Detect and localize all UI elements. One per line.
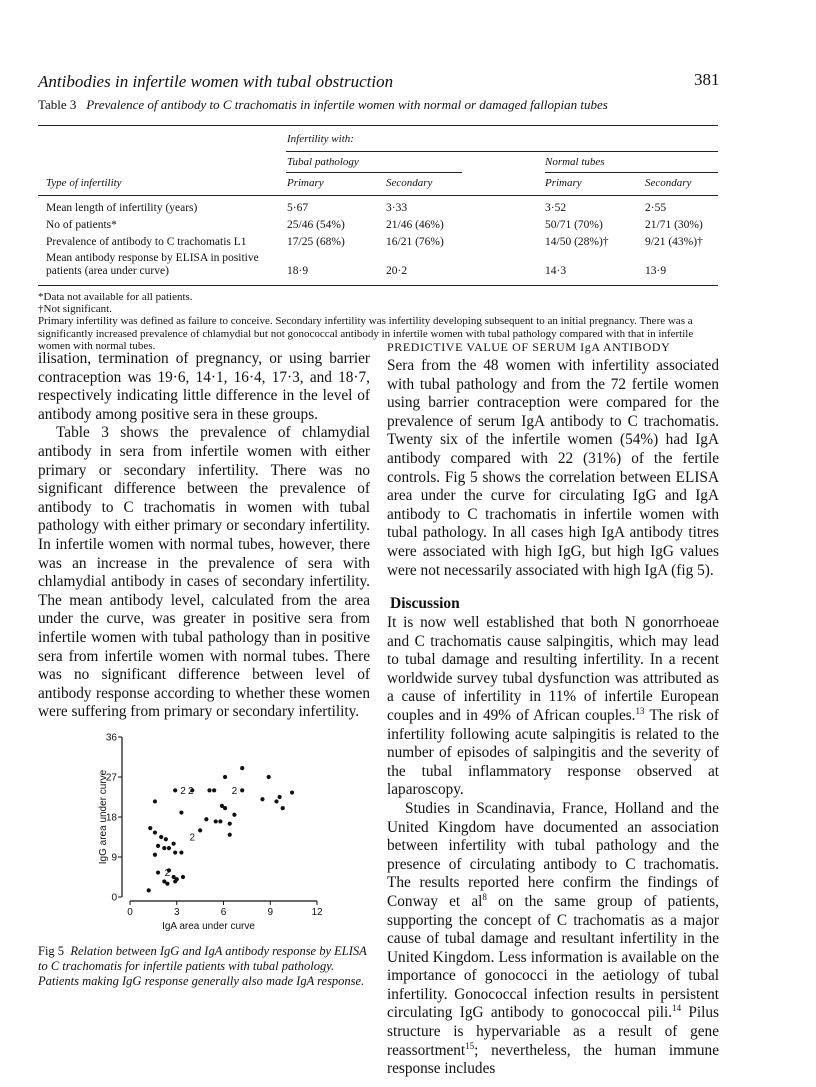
paragraph: Table 3 shows the prevalence of chlamydial antibody in sera from infertile women with either primary or secondary infertility. There was no significant difference between the prevalence of antibody to C trachomatis in women with tubal pathology with either primary or secondary infertility. In infertile women with normal tubes, however, there was an increase in the prevalence of sera with chlamydial antibody in cases of secondary infertility. The mean antibody level, calculated from the area under the curve, was greater in positive sera from infertile women with tubal pathology than in positive sera from infertile women with normal tubes. There was no significant difference between level of antibody response according to whether these women were suffering from primary or secondary infertility. [38,424,370,721]
normal-rule [545,172,718,173]
data-point [162,846,166,850]
data-point [281,806,285,810]
text-run: ; nevertheless, the human immune response includes [387,1041,719,1078]
table-cell: 16/21 (76%) [386,236,444,248]
data-point [156,844,160,848]
table-cell: 2·55 [645,202,667,214]
multiplicity-label: 2 [189,832,196,844]
multiplicity-label: 2 [180,785,186,797]
text-run: Studies in Scandinavia, France, Holland and the United Kingdom have documented an association between infertility with tubal pathology and the presence of circulating antibody to C trachomatis. The results reported here confirm the findings of Conway et al [387,799,719,910]
col-header-tubal-primary: Primary [287,177,324,189]
data-point [147,888,151,892]
text-run: Pilus structure is hypervariable as a result of gene reassortment [387,1004,720,1059]
table-cell: 50/71 (70%) [545,219,603,231]
col-header-tubal-secondary: Secondary [386,177,433,189]
data-point [207,788,211,792]
multiplicity-label: 2 [231,785,238,797]
x-axis-label: IgA area under curve [162,921,255,932]
data-point [173,788,177,792]
table-caption [38,97,738,113]
reference: 8 [482,891,487,902]
table-cell: 14/50 (28%)† [545,236,609,248]
x-tick-label: 6 [220,907,227,918]
table-cell: 18·9 [287,265,309,277]
data-point [218,819,222,823]
x-tick-label: 9 [267,907,274,918]
data-point [179,810,183,814]
data-point [172,842,176,846]
paragraph: ilisation, termination of pregnancy, or using barrier contraception was 19·6, 14·1, 16·4, 17·3, and 18·7, respectively indicating little difference in the level of antibody among positive sera in these groups. [38,350,370,423]
table-bottom-rule [38,285,718,286]
data-point [181,875,185,879]
table-cell: 14·3 [545,265,567,277]
data-point [198,828,202,832]
data-point [223,806,227,810]
y-tick-label: 0 [111,892,117,904]
x-tick-label: 12 [311,907,323,918]
reference: 14 [672,1003,682,1014]
table-cell: 17/25 (68%) [287,236,345,248]
table-cell: 3·52 [545,202,567,214]
table-footnote: Primary infertility was defined as failure to conceive. Secondary infertility was infertility developing subsequent to an initial pregnancy. There was a significantly increased prevalence of chlamydial but not gonococcal antibody in infertile women with tubal pathology compared with that in infertile women with normal tubes. [38,315,694,352]
tubal-rule [286,172,462,173]
data-point [267,775,271,779]
row-label: Mean length of infertility (years) [46,202,198,214]
data-point [153,799,157,803]
data-point [173,879,177,883]
subgroup-normal: Normal tubes [545,156,605,168]
data-point [164,837,168,841]
reference: 13 [635,705,645,716]
data-point [240,766,244,770]
left-column [38,350,370,722]
data-point [228,833,232,837]
paragraph [387,800,719,1079]
data-point [156,870,160,874]
row-label: No of patients* [46,219,117,231]
figure-caption-text: Relation between IgG and IgA antibody response by ELISA to C trachomatis for infertile patients with tubal pathology. Patients making IgG response generally also made IgA response. [38,944,367,988]
table-header-rule [38,195,718,196]
table-caption-text: Prevalence of antibody to C trachomatis in infertile women with normal or damaged fallopian tubes [86,97,608,112]
x-tick-label: 3 [173,907,180,918]
col-header-normal-primary: Primary [545,177,582,189]
discussion-heading: Discussion [390,595,460,612]
data-point [165,882,169,886]
table-cell: 25/46 (54%) [287,219,345,231]
data-point [260,797,264,801]
y-tick-label: 27 [105,772,117,784]
table-label: Table 3 [38,97,77,112]
group-rule [286,151,718,152]
section-subheading: PREDICTIVE VALUE OF SERUM IgA ANTIBODY [387,340,671,354]
text-run: It is now well established that both N gonorrhoeae and C trachomatis cause salpingitis, which may lead to tubal damage and resulting infertility. In a recent worldwide survey tubal dysfunction was attributed as a cause of infertility in 11% of infertile European couples and in 49% of African couples. [387,614,719,724]
data-point [204,817,208,821]
group-header: Infertility with: [287,133,354,145]
figure-label: Fig 5 [38,944,65,958]
data-point [278,795,282,799]
table-cell: 9/21 (43%)† [645,236,703,248]
data-point [214,819,218,823]
reference: 15 [465,1040,475,1051]
data-point [212,788,216,792]
data-point [179,850,183,854]
text-run: on the same group of patients, supporting the concept of C trachomatis as a major cause of tubal damage and resultant infertility in the United Kingdom. Less information is available on the importance of gonococci in the aetiology of tubal infertility. Gonococcal infection results in persistent circulating IgG antibody to gonococcal pili. [387,892,719,1022]
data-point [274,799,278,803]
data-point [223,775,227,779]
row-label: Mean antibody response by ELISA in positive [46,252,259,264]
row-label: Prevalence of antibody to C trachomatis L1 [46,236,247,248]
multiplicity-label: 2 [164,868,171,880]
table-cell: 13·9 [645,265,667,277]
table-footnote: *Data not available for all patients. [38,291,193,303]
y-axis-label: IgG area under curve [98,769,109,865]
x-tick-label: 0 [127,907,133,918]
data-point [240,788,244,792]
table-cell: 5·67 [287,202,309,214]
paragraph [387,614,719,800]
page-number: 381 [694,70,720,89]
data-point [167,846,171,850]
data-point [232,813,236,817]
col-header-normal-secondary: Secondary [645,177,692,189]
data-point [153,830,157,834]
subgroup-tubal: Tubal pathology [287,156,359,168]
row-label: patients (area under curve) [46,265,169,277]
running-title: Antibodies in infertile women with tubal obstruction [38,72,394,91]
data-point [148,826,152,830]
scatter-chart [80,725,340,940]
multiplicity-label: 2 [187,785,194,797]
y-tick-label: 36 [105,732,117,744]
table-top-rule [38,125,718,126]
paragraph: Sera from the 48 women with infertility associated with tubal pathology and from the 72 fertile women using barrier contraception were compared for the prevalence of serum IgA antibody to C trachomatis. Twenty six of the infertile women (54%) had IgA antibody compared with 22 (31%) of the fertile controls. Fig 5 shows the correlation between ELISA area under the curve for circulating IgG and IgA antibody to C trachomatis in infertile women with tubal pathology. In all cases high IgA antibody titres were associated with high IgG, but high IgG values were not necessarily associated with high IgA (fig 5). [387,357,719,579]
text-run: The risk of infertility following acute salpingitis is related to the number of episodes of salpingitis and the severity of the tubal inflammatory response observed at laparoscopy. [387,706,720,799]
data-point [228,822,232,826]
y-tick-label: 18 [105,812,117,824]
data-point [290,790,294,794]
table-cell: 20·2 [386,265,408,277]
right-column-top [387,357,719,580]
y-tick-label: 9 [111,852,117,864]
data-point [159,835,163,839]
right-column-discussion [387,614,719,1079]
data-point [153,853,157,857]
table-cell: 21/46 (46%) [386,219,444,231]
stub-header: Type of infertility [46,177,122,189]
figure-caption [38,944,368,989]
table-cell: 21/71 (30%) [645,219,703,231]
data-point [173,850,177,854]
table-footnote: †Not significant. [38,303,112,315]
table-cell: 3·33 [386,202,408,214]
